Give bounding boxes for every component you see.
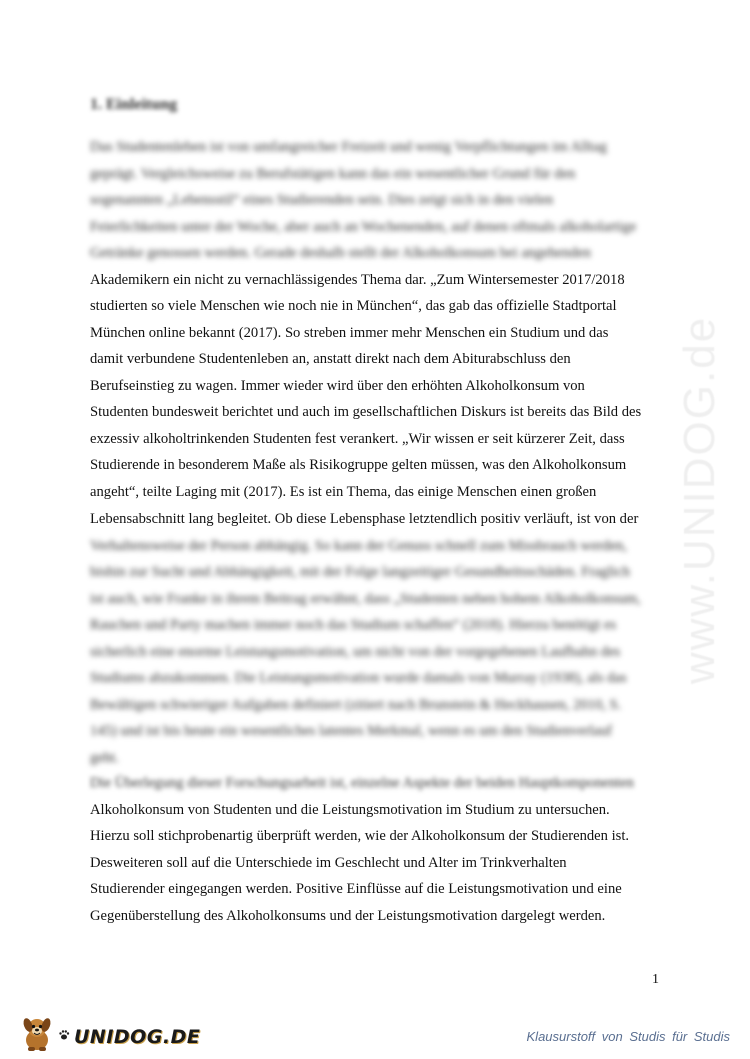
text-line: Studiums abzukommen. Die Leistungsmotivation wurde damals von Murray (1938), als das xyxy=(90,670,627,686)
text-line: Verhaltensweise der Person abhängig. So kann der Genuss schnell zum Missbrauch werden, xyxy=(90,537,627,554)
text-line: Das Studentenleben ist von umfangreicher Freizeit und wenig Verpflichtungen im Alltag xyxy=(90,139,607,155)
paragraph-2 xyxy=(90,506,670,771)
section-heading: 1. Einleitung xyxy=(90,96,178,113)
text-line: Studierender eingegangen werden. Positive Einflüsse auf die Leistungsmotivation und eine xyxy=(90,881,622,897)
dog-mascot-icon xyxy=(20,1016,54,1057)
text-line: Studenten bundesweit berichtet und auch im gesellschaftlichen Diskurs ist bereits das Bild des xyxy=(90,404,642,420)
unidog-logo[interactable] xyxy=(20,1016,200,1057)
text-line: Bewältigen schwieriger Aufgaben definiert (zitiert nach Brunstein & Heckhausen, 2010, S. xyxy=(90,696,622,713)
text-line: Desweiteren soll auf die Unterschiede im Geschlecht und Alter im Trinkverhalten xyxy=(90,854,567,871)
text-line: geht. xyxy=(90,749,119,766)
text-line: Gegenüberstellung des Alkoholkonsums und der Leistungsmotivation dargelegt werden. xyxy=(90,907,606,924)
text-line: 145) und ist bis heute ein wesentliches latentes Merkmal, wenn es um den Studienverlauf xyxy=(90,723,613,739)
paw-icon xyxy=(58,1028,70,1046)
logo-wordmark: UNIDOG.DE xyxy=(74,1025,201,1048)
text-line: geprägt. Vergleichsweise zu Berufstätigen kann das ein wesentlicher Grund für den xyxy=(90,165,576,182)
text-line: studierten so viele Menschen wie noch nie in München“, das gab das offizielle Stadtportal xyxy=(90,298,617,314)
footer-slogan: Klausurstoff von Studis für Studis xyxy=(526,1029,730,1044)
text-line: ist auch, wie Franke in ihrem Beitrag erwähnt, dass „Studenten neben hohem Alkoholkonsum, xyxy=(90,590,641,607)
text-line: Hierzu soll stichprobenartig überprüft werden, wie der Alkoholkonsum der Studierenden ist. xyxy=(90,828,630,844)
text-line: Rauchen und Party machen immer noch das Studium schaffen“ (2018). Hierzu benötigt es xyxy=(90,617,617,633)
text-line: bishin zur Sucht und Abhängigkeit, mit der Folge langzeitiger Gesundheitsschäden. Fraglich xyxy=(90,564,630,580)
text-line: Feierlichkeiten unter der Woche, aber auch an Wochenenden, auf denen oftmals alkoholartige xyxy=(90,218,637,235)
watermark: www.UNIDOG.de xyxy=(675,315,724,685)
text-line: angeht“, teilte Laging mit (2017). Es ist ein Thema, das einige Menschen einen großen xyxy=(90,483,597,500)
text-line: Die Überlegung dieser Forschungsarbeit ist, einzelne Aspekte der beiden Hauptkomponenten xyxy=(90,775,634,791)
text-line: München online bekannt (2017). So streben immer mehr Menschen ein Studium und das xyxy=(90,324,609,341)
text-line: Akademikern ein nicht zu vernachlässigendes Thema dar. „Zum Wintersemester 2017/2018 xyxy=(90,271,625,288)
paragraph-1 xyxy=(90,134,670,505)
paragraph-3 xyxy=(90,770,670,929)
text-line: Getränke genossen werden. Gerade deshalb stellt der Alkoholkonsum bei angehenden xyxy=(90,245,591,261)
text-line: Berufseinstieg zu wagen. Immer wieder wird über den erhöhten Alkoholkonsum von xyxy=(90,377,585,394)
page-number: 1 xyxy=(652,972,659,987)
text-line: sogenannten „Lebensstil“ eines Studierenden sein. Dies zeigt sich in den vielen xyxy=(90,192,554,208)
text-line: damit verbundene Studentenleben an, anstatt direkt nach dem Abiturabschluss den xyxy=(90,351,571,367)
text-line: Lebensabschnitt lang begleitet. Ob diese Lebensphase letztendlich positiv verläuft, ist von der xyxy=(90,511,639,527)
text-line: Studierende in besonderem Maße als Risikogruppe gelten müssen, was den Alkoholkonsum xyxy=(90,457,627,473)
text-line: sicherlich eine enorme Leistungsmotivation, um nicht von der vorgegebenen Laufbahn des xyxy=(90,643,621,660)
text-line: exzessiv alkoholtrinkenden Studenten fest verankert. „Wir wissen er seit kürzerer Zeit, dass xyxy=(90,430,625,447)
text-line: Alkoholkonsum von Studenten und die Leistungsmotivation im Studium zu untersuchen. xyxy=(90,801,610,818)
